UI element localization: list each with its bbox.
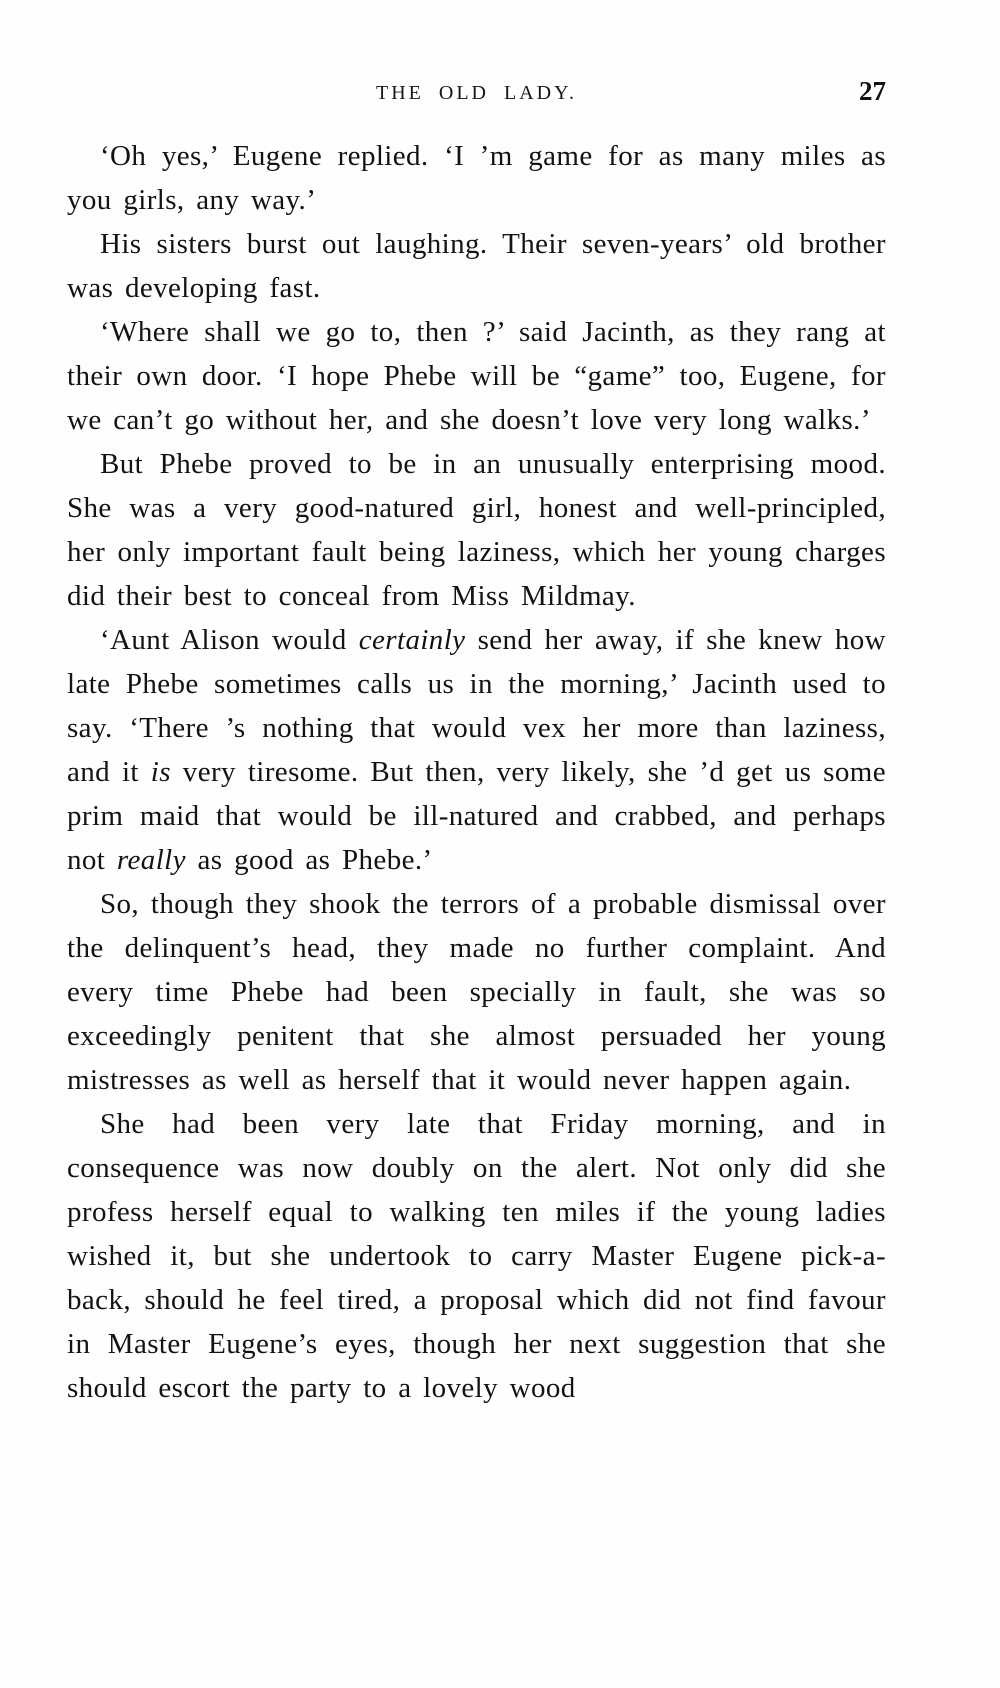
text-segment: send her away, if she knew how late Phebe sometimes calls us in the morning,’ Jacinth used to say. ‘There ’s nothing that would vex her more than laziness, and it (67, 624, 886, 788)
italic-text: really (116, 844, 186, 876)
page-header (67, 76, 886, 110)
paragraph (67, 134, 886, 222)
paragraph (67, 618, 886, 882)
text-segment: His sisters burst out laughing. Their seven-years’ old brother was developing fast. (67, 228, 886, 304)
paragraph (67, 882, 886, 1102)
page-number: 27 (859, 76, 886, 106)
text-segment: very tiresome. But then, very likely, she ’d get us some prim maid that would be ill-natured and crabbed, and perhaps not (67, 756, 886, 876)
text-segment: So, though they shook the terrors of a probable dismissal over the delinquent’s head, they made no further complaint. And every time Phebe had been specially in fault, she was so exceedingly penitent that she almost persuaded her young mistresses as well as herself that it would never happen again. (67, 888, 886, 1096)
paragraph (67, 442, 886, 618)
text-segment: But Phebe proved to be in an unusually enterprising mood. She was a very good-natured girl, honest and well-principled, her only important fault being laziness, which her young charges did their best to conceal from Miss Mildmay. (67, 448, 886, 612)
paragraph (67, 310, 886, 442)
page-text (67, 134, 886, 1410)
text-segment: ‘Where shall we go to, then ?’ said Jacinth, as they rang at their own door. ‘I hope Phebe will be “game” too, Eugene, for we can’t go without her, and she doesn’t love very long walks.’ (67, 316, 886, 436)
text-segment: ‘Oh yes,’ Eugene replied. ‘I ’m game for as many miles as you girls, any way.’ (67, 140, 886, 216)
italic-text: is (150, 756, 171, 788)
text-block (67, 76, 886, 1410)
running-title: THE OLD LADY. (376, 82, 577, 104)
text-segment: She had been very late that Friday morning, and in consequence was now doubly on the alert. Not only did she profess herself equal to walking ten miles if the young ladies wished it, but she undertook to carry Master Eugene pick-a-back, should he feel tired, a proposal which did not find favour in Master Eugene’s eyes, though her next suggestion that she should escort the party to a lovely wood (67, 1108, 886, 1404)
paragraph (67, 222, 886, 310)
italic-text: certainly (358, 624, 466, 656)
text-segment: ‘Aunt Alison would (100, 624, 359, 656)
text-segment: as good as Phebe.’ (185, 844, 433, 876)
paragraph (67, 1102, 886, 1410)
